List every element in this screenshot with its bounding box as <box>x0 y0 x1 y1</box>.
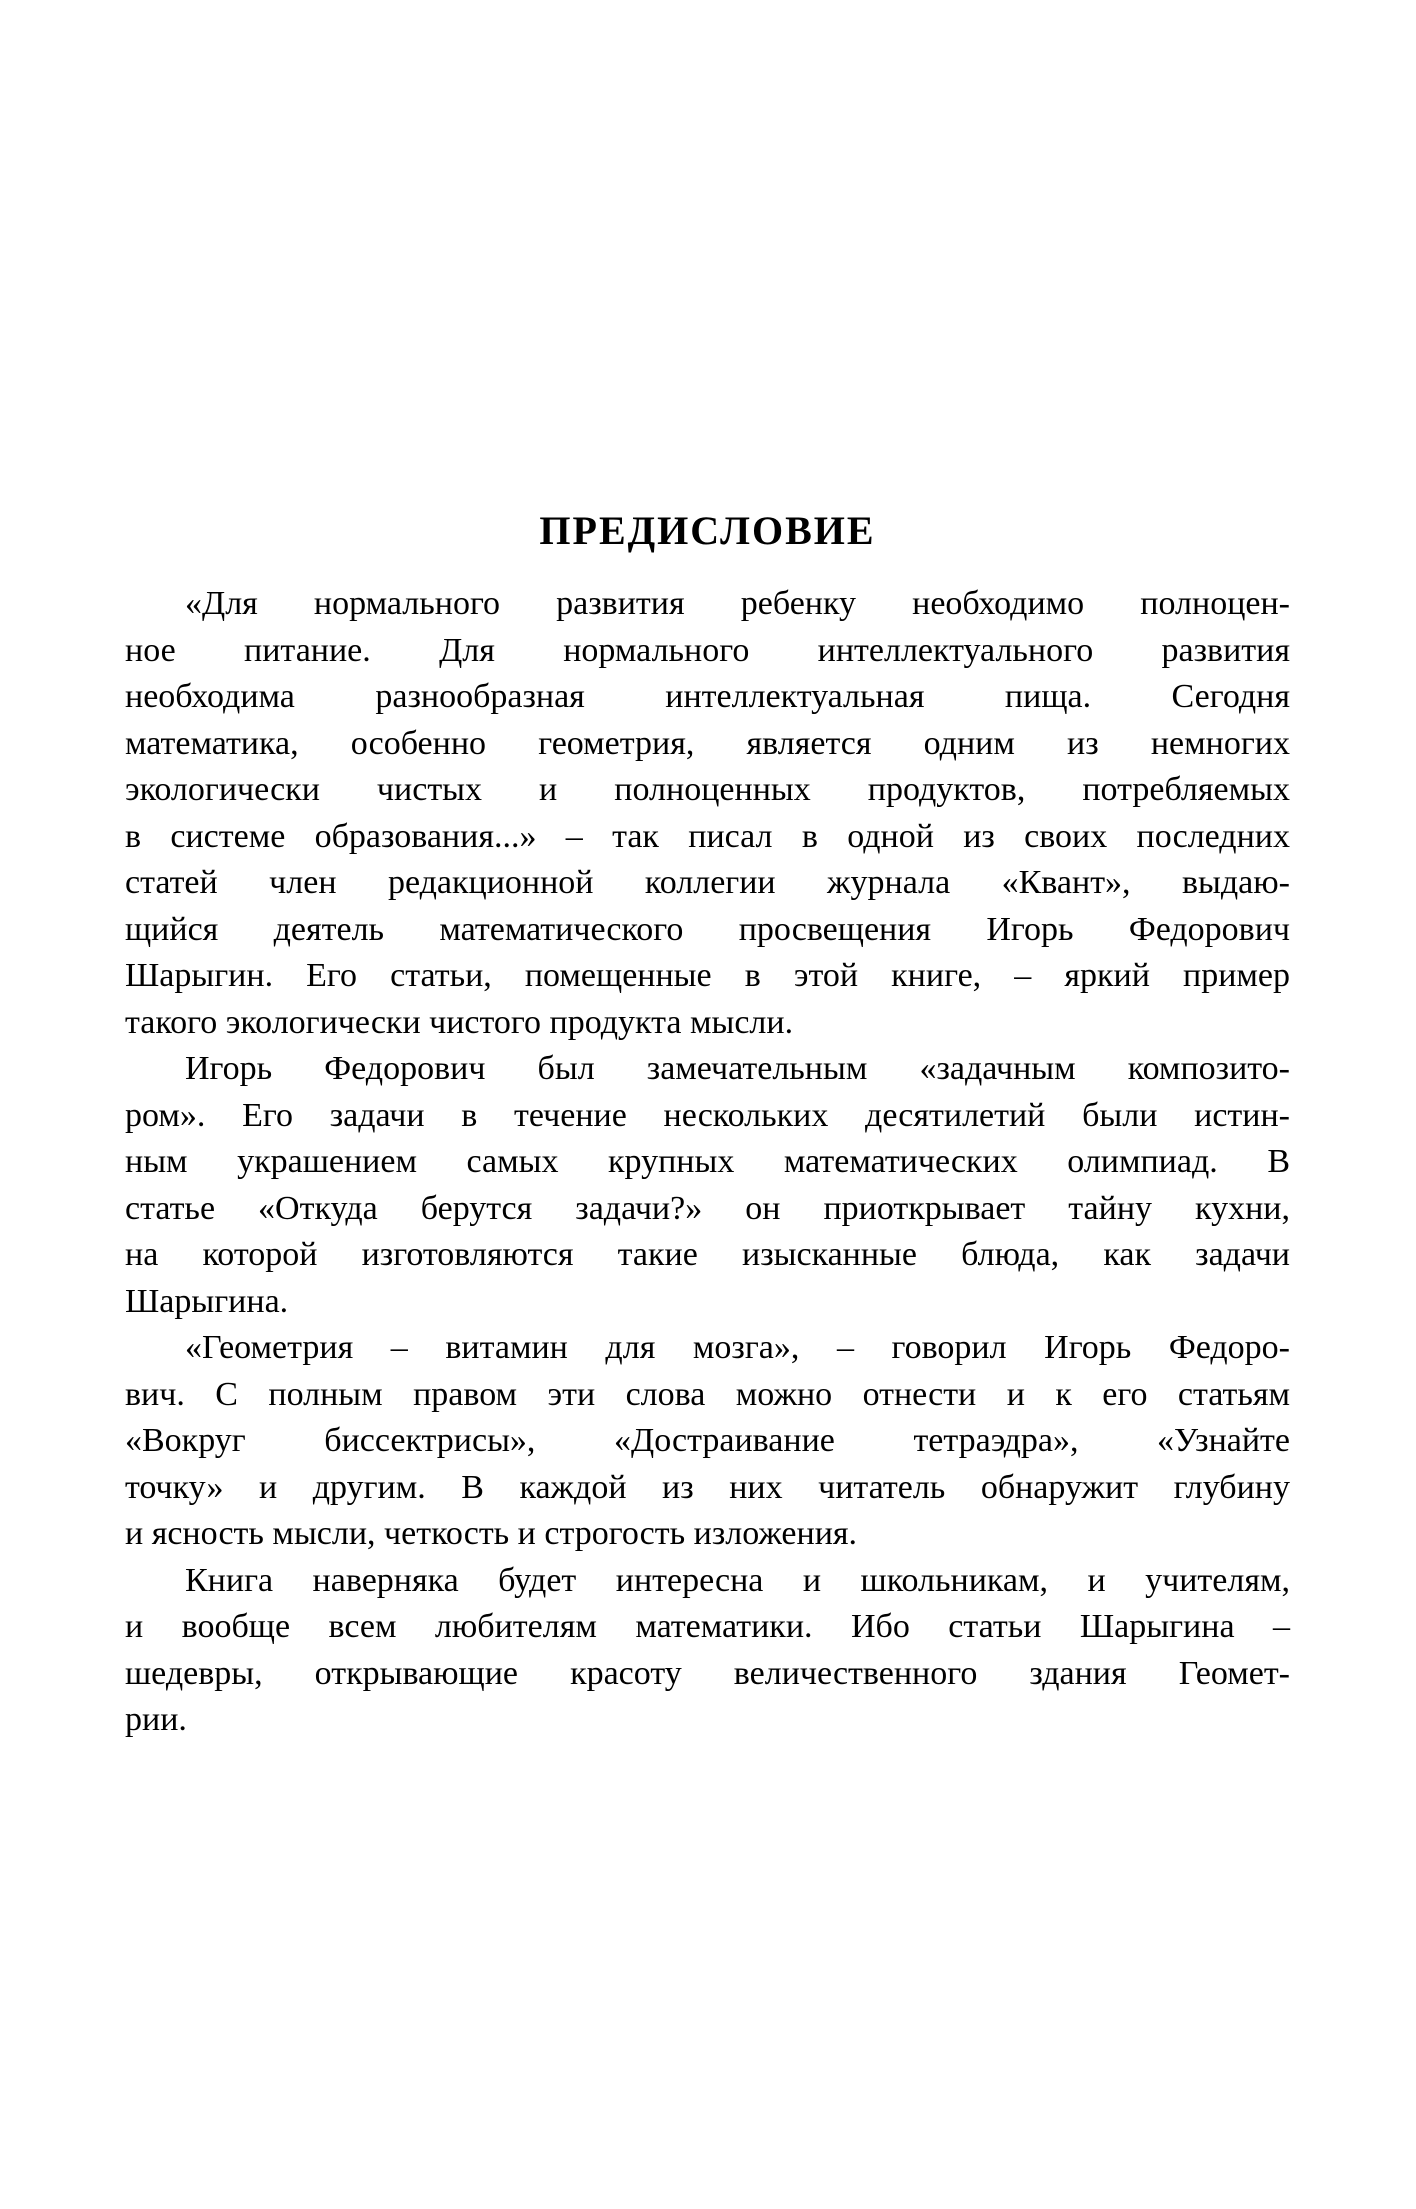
text-line: Игорь Федорович был замечательным «задачным композито- <box>185 1050 1290 1087</box>
text-line: статье «Откуда берутся задачи?» он приоткрывает тайну кухни, <box>125 1189 1290 1227</box>
text-line: точку» и другим. В каждой из них читатель обнаружит глубину <box>125 1468 1290 1506</box>
text-line: «Геометрия – витамин для мозга», – говорил Игорь Федоро- <box>185 1329 1290 1366</box>
text-line: необходима разнообразная интеллектуальная пища. Сегодня <box>125 678 1290 715</box>
text-line: и вообще всем любителям математики. Ибо статьи Шарыгина – <box>125 1608 1290 1645</box>
page-title: ПРЕДИСЛОВИЕ <box>539 507 876 553</box>
text-line: Книга наверняка будет интересна и школьникам, и учителям, <box>185 1561 1290 1599</box>
text-line: щийся деятель математического просвещения Игорь Федорович <box>125 910 1290 948</box>
text-line: статей член редакционной коллегии журнала «Квант», выдаю- <box>125 864 1290 901</box>
text-line: Шарыгин. Его статьи, помещенные в этой книге, – яркий пример <box>125 957 1290 994</box>
text-line: ное питание. Для нормального интеллектуального развития <box>125 631 1290 669</box>
text-line: такого экологически чистого продукта мысли. <box>125 1003 794 1041</box>
text-line: шедевры, открывающие красоту величественного здания Геомет- <box>125 1654 1290 1692</box>
text-line: ным украшением самых крупных математических олимпиад. В <box>125 1143 1290 1180</box>
text-line: Шарыгина. <box>125 1282 289 1320</box>
text-line: «Для нормального развития ребенку необходимо полноцен- <box>185 585 1290 622</box>
text-line: математика, особенно геометрия, является одним из немногих <box>125 724 1290 762</box>
text-block <box>125 581 1290 1744</box>
text-line: в системе образования...» – так писал в одной из своих последних <box>125 817 1290 855</box>
text-line: «Вокруг биссектрисы», «Достраивание тетраэдра», «Узнайте <box>125 1422 1290 1459</box>
text-line: и ясность мысли, четкость и строгость изложения. <box>125 1515 858 1552</box>
text-line: экологически чистых и полноценных продуктов, потребляемых <box>125 771 1290 808</box>
text-line: рии. <box>125 1701 187 1738</box>
text-line: ром». Его задачи в течение нескольких десятилетий были истин- <box>125 1096 1290 1134</box>
text-line: на которой изготовляются такие изысканные блюда, как задачи <box>125 1236 1290 1273</box>
text-line: вич. С полным правом эти слова можно отнести и к его статьям <box>125 1375 1290 1413</box>
